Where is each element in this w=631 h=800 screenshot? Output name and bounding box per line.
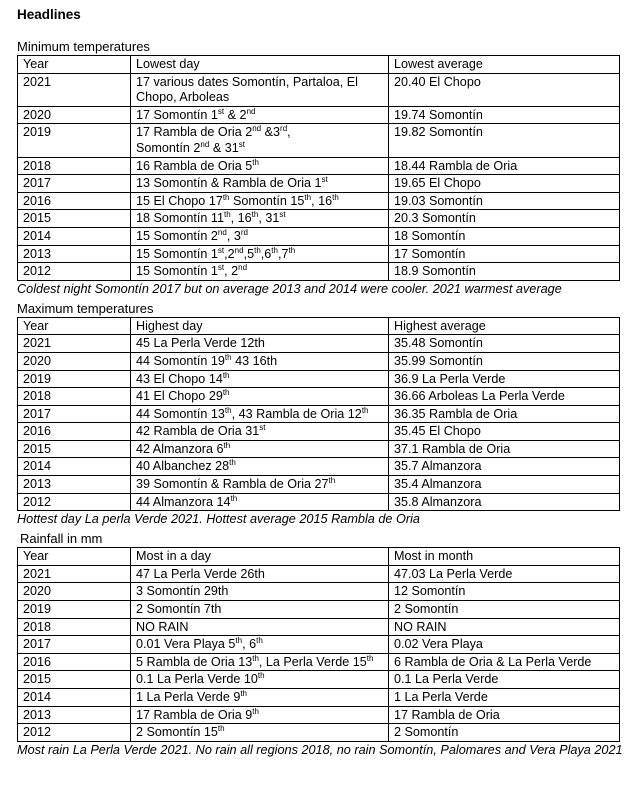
- year-cell: 2021: [18, 335, 131, 353]
- average-cell: 6 Rambla de Oria & La Perla Verde: [389, 653, 620, 671]
- day-cell: 0.1 La Perla Verde 10th: [131, 671, 389, 689]
- year-cell: 2020: [18, 583, 131, 601]
- day-cell: 2 Somontín 7th: [131, 601, 389, 619]
- column-header: Most in a day: [131, 548, 389, 566]
- table-row: [18, 565, 620, 583]
- day-cell: 17 Rambla de Oria 9th: [131, 706, 389, 724]
- table-row: [18, 192, 620, 210]
- table-row: [18, 227, 620, 245]
- average-cell: 35.7 Almanzora: [389, 458, 620, 476]
- average-cell: 37.1 Rambla de Oria: [389, 440, 620, 458]
- page-heading: Headlines: [17, 7, 81, 22]
- day-cell: 40 Albanchez 28th: [131, 458, 389, 476]
- table-row: [18, 405, 620, 423]
- table-row: [18, 263, 620, 281]
- day-cell: NO RAIN: [131, 618, 389, 636]
- average-cell: 36.66 Arboleas La Perla Verde: [389, 388, 620, 406]
- day-cell: 44 Somontín 13th, 43 Rambla de Oria 12th: [131, 405, 389, 423]
- average-cell: 17 Somontín: [389, 245, 620, 263]
- column-header: Highest average: [389, 317, 620, 335]
- day-cell: 45 La Perla Verde 12th: [131, 335, 389, 353]
- table-row: [18, 458, 620, 476]
- column-header: Year: [18, 317, 131, 335]
- rain-table: [17, 547, 620, 742]
- day-cell: 15 Somontín 1st,2nd,5th,6th,7th: [131, 245, 389, 263]
- min-table: [17, 55, 620, 281]
- year-cell: 2016: [18, 192, 131, 210]
- column-header: Year: [18, 548, 131, 566]
- day-cell: 5 Rambla de Oria 13th, La Perla Verde 15th: [131, 653, 389, 671]
- average-cell: 18.44 Rambla de Oria: [389, 157, 620, 175]
- table-row: [18, 210, 620, 228]
- year-cell: 2019: [18, 370, 131, 388]
- average-cell: 35.8 Almanzora: [389, 493, 620, 511]
- year-cell: 2020: [18, 106, 131, 124]
- table-row: [18, 335, 620, 353]
- year-cell: 2016: [18, 653, 131, 671]
- day-cell: 15 El Chopo 17th Somontín 15th, 16th: [131, 192, 389, 210]
- average-cell: NO RAIN: [389, 618, 620, 636]
- table-row: [18, 175, 620, 193]
- max-note: Hottest day La perla Verde 2021. Hottest average 2015 Rambla de Oria: [17, 512, 420, 527]
- table-row: [18, 636, 620, 654]
- table-row: [18, 583, 620, 601]
- day-cell: 2 Somontín 15th: [131, 724, 389, 742]
- min-caption: Minimum temperatures: [17, 39, 150, 54]
- year-cell: 2012: [18, 493, 131, 511]
- average-cell: 12 Somontín: [389, 583, 620, 601]
- table-row: [18, 689, 620, 707]
- column-header: Highest day: [131, 317, 389, 335]
- table-row: [18, 476, 620, 494]
- table-row: [18, 493, 620, 511]
- min-note: Coldest night Somontín 2017 but on average 2013 and 2014 were cooler. 2021 warmest average: [17, 281, 562, 296]
- average-cell: 2 Somontín: [389, 724, 620, 742]
- column-header: Lowest day: [131, 56, 389, 74]
- table-row: [18, 157, 620, 175]
- year-cell: 2014: [18, 227, 131, 245]
- column-header: Year: [18, 56, 131, 74]
- day-cell: 1 La Perla Verde 9th: [131, 689, 389, 707]
- day-cell: 44 Almanzora 14th: [131, 493, 389, 511]
- table-row: [18, 73, 620, 106]
- day-cell: 17 Rambla de Oria 2nd &3rd, Somontín 2nd & 31st: [131, 124, 389, 157]
- year-cell: 2017: [18, 405, 131, 423]
- year-cell: 2015: [18, 671, 131, 689]
- table-row: [18, 106, 620, 124]
- year-cell: 2016: [18, 423, 131, 441]
- day-cell: 17 Somontín 1st & 2nd: [131, 106, 389, 124]
- max-table: [17, 317, 620, 512]
- table-row: [18, 423, 620, 441]
- table-row: [18, 440, 620, 458]
- year-cell: 2018: [18, 618, 131, 636]
- day-cell: 42 Rambla de Oria 31st: [131, 423, 389, 441]
- table-row: [18, 245, 620, 263]
- table-row: [18, 601, 620, 619]
- day-cell: 41 El Chopo 29th: [131, 388, 389, 406]
- year-cell: 2021: [18, 73, 131, 106]
- year-cell: 2019: [18, 124, 131, 157]
- day-cell: 15 Somontín 2nd, 3rd: [131, 227, 389, 245]
- average-cell: 35.45 El Chopo: [389, 423, 620, 441]
- year-cell: 2015: [18, 210, 131, 228]
- average-cell: 36.35 Rambla de Oria: [389, 405, 620, 423]
- table-header-row: [18, 548, 620, 566]
- average-cell: 19.65 El Chopo: [389, 175, 620, 193]
- table-row: [18, 724, 620, 742]
- table-row: [18, 370, 620, 388]
- table-row: [18, 653, 620, 671]
- average-cell: 35.48 Somontín: [389, 335, 620, 353]
- table-header-row: [18, 317, 620, 335]
- day-cell: 17 various dates Somontín, Partaloa, El Chopo, Arboleas: [131, 73, 389, 106]
- column-header: Lowest average: [389, 56, 620, 74]
- year-cell: 2012: [18, 724, 131, 742]
- day-cell: 0.01 Vera Playa 5th, 6th: [131, 636, 389, 654]
- day-cell: 16 Rambla de Oria 5th: [131, 157, 389, 175]
- average-cell: 35.4 Almanzora: [389, 476, 620, 494]
- day-cell: 39 Somontín & Rambla de Oria 27th: [131, 476, 389, 494]
- average-cell: 20.3 Somontín: [389, 210, 620, 228]
- table-row: [18, 706, 620, 724]
- year-cell: 2014: [18, 458, 131, 476]
- year-cell: 2017: [18, 636, 131, 654]
- average-cell: 36.9 La Perla Verde: [389, 370, 620, 388]
- year-cell: 2013: [18, 245, 131, 263]
- day-cell: 3 Somontín 29th: [131, 583, 389, 601]
- average-cell: 17 Rambla de Oria: [389, 706, 620, 724]
- average-cell: 0.02 Vera Playa: [389, 636, 620, 654]
- day-cell: 13 Somontín & Rambla de Oria 1st: [131, 175, 389, 193]
- average-cell: 1 La Perla Verde: [389, 689, 620, 707]
- year-cell: 2021: [18, 565, 131, 583]
- year-cell: 2020: [18, 352, 131, 370]
- table-row: [18, 352, 620, 370]
- document-page: [17, 6, 623, 761]
- year-cell: 2019: [18, 601, 131, 619]
- year-cell: 2013: [18, 476, 131, 494]
- table-row: [18, 124, 620, 157]
- average-cell: 19.82 Somontín: [389, 124, 620, 157]
- day-cell: 47 La Perla Verde 26th: [131, 565, 389, 583]
- average-cell: 18 Somontín: [389, 227, 620, 245]
- table-header-row: [18, 56, 620, 74]
- day-cell: 42 Almanzora 6th: [131, 440, 389, 458]
- year-cell: 2015: [18, 440, 131, 458]
- day-cell: 15 Somontín 1st, 2nd: [131, 263, 389, 281]
- year-cell: 2014: [18, 689, 131, 707]
- table-row: [18, 671, 620, 689]
- year-cell: 2013: [18, 706, 131, 724]
- rain-note: Most rain La Perla Verde 2021. No rain all regions 2018, no rain Somontín, Palomares and Vera Playa 2021: [17, 742, 623, 757]
- year-cell: 2018: [18, 157, 131, 175]
- day-cell: 43 El Chopo 14th: [131, 370, 389, 388]
- average-cell: 0.1 La Perla Verde: [389, 671, 620, 689]
- day-cell: 44 Somontín 19th 43 16th: [131, 352, 389, 370]
- average-cell: 19.03 Somontín: [389, 192, 620, 210]
- max-caption: Maximum temperatures: [17, 300, 154, 316]
- year-cell: 2017: [18, 175, 131, 193]
- average-cell: 35.99 Somontín: [389, 352, 620, 370]
- average-cell: 18.9 Somontín: [389, 263, 620, 281]
- column-header: Most in month: [389, 548, 620, 566]
- table-row: [18, 388, 620, 406]
- average-cell: 2 Somontín: [389, 601, 620, 619]
- day-cell: 18 Somontín 11th, 16th, 31st: [131, 210, 389, 228]
- table-row: [18, 618, 620, 636]
- rain-caption: Rainfall in mm: [20, 531, 103, 547]
- average-cell: 19.74 Somontín: [389, 106, 620, 124]
- average-cell: 20.40 El Chopo: [389, 73, 620, 106]
- average-cell: 47.03 La Perla Verde: [389, 565, 620, 583]
- year-cell: 2018: [18, 388, 131, 406]
- year-cell: 2012: [18, 263, 131, 281]
